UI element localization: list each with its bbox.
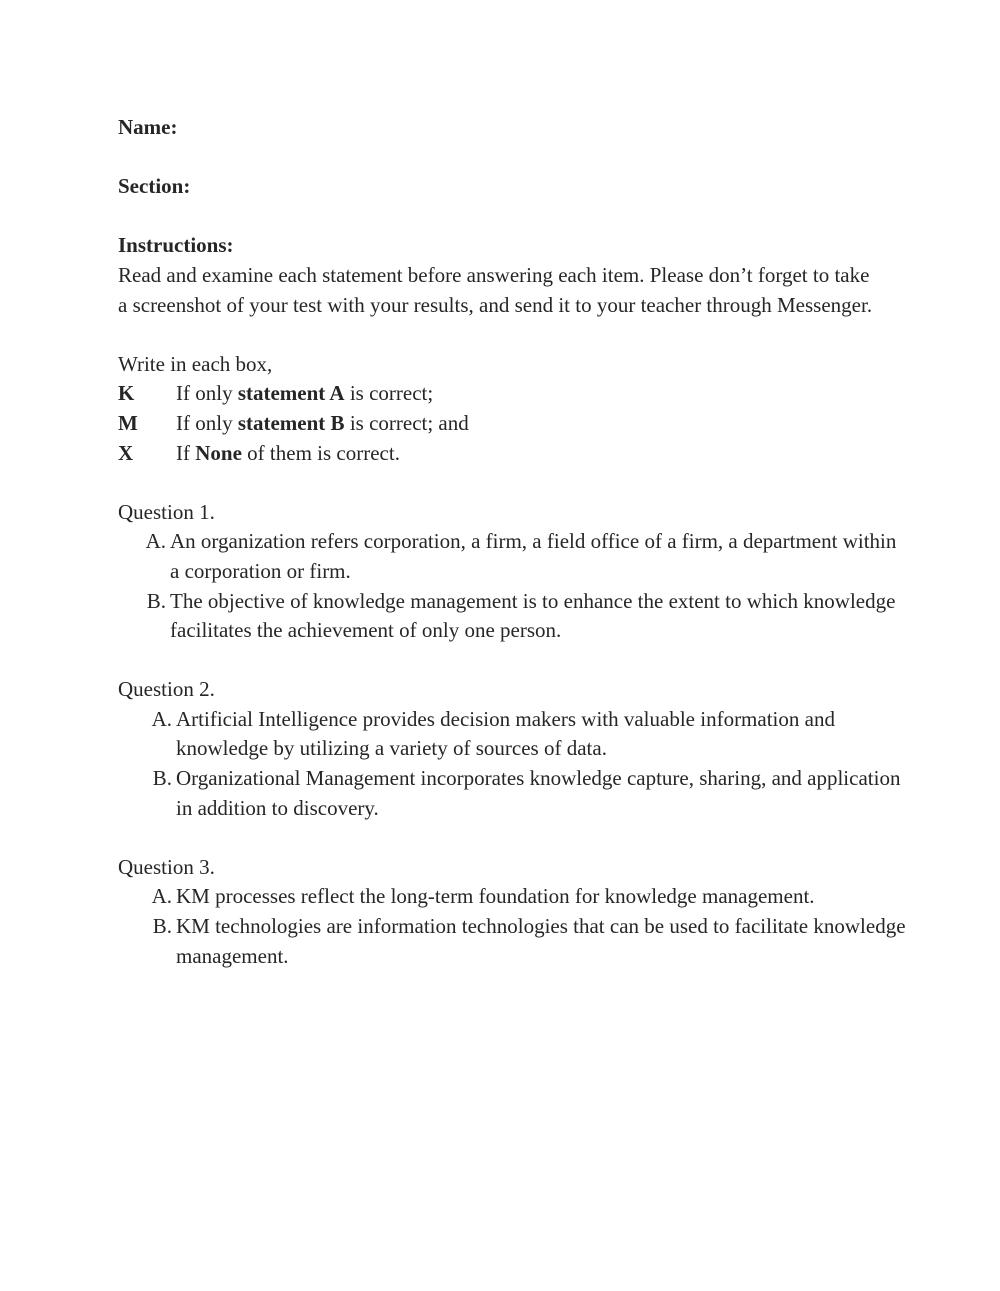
statement-a bbox=[118, 527, 908, 586]
key-description bbox=[176, 439, 908, 469]
question-3 bbox=[118, 853, 908, 971]
key-row-x bbox=[118, 439, 908, 469]
spacer bbox=[118, 202, 908, 232]
statement-letter: B. bbox=[152, 766, 172, 791]
key-bold: statement A bbox=[237, 381, 345, 406]
statement-list bbox=[118, 882, 908, 971]
answer-key-list bbox=[118, 379, 908, 468]
key-post: is correct; bbox=[344, 381, 434, 406]
statement-list bbox=[118, 527, 908, 645]
statement-text: An organization refers corporation, a firm, a field office of a firm, a department within a corporation or firm. bbox=[170, 529, 897, 583]
statement-text: Organizational Management incorporates knowledge capture, sharing, and application in addition to discovery. bbox=[176, 766, 901, 820]
key-row-k bbox=[118, 379, 908, 409]
key-post: of them is correct. bbox=[241, 440, 400, 465]
statement-a bbox=[118, 882, 908, 912]
key-pre: If only bbox=[176, 410, 238, 435]
key-description bbox=[176, 409, 908, 439]
statement-b bbox=[118, 587, 908, 646]
statement-letter: B. bbox=[152, 914, 172, 939]
instructions-text: Read and examine each statement before answering each item. Please don’t forget to take a screenshot of your test with your results, and send it to your teacher through Messenger. bbox=[118, 262, 873, 317]
statement-letter: A. bbox=[145, 529, 166, 554]
statement-list bbox=[118, 705, 908, 823]
question-title: Question 1. bbox=[118, 499, 215, 524]
question-2 bbox=[118, 675, 908, 823]
statement-b bbox=[118, 764, 908, 823]
key-letter: M bbox=[118, 410, 138, 435]
key-pre: If bbox=[176, 440, 196, 465]
key-bold: None bbox=[195, 440, 242, 465]
question-1 bbox=[118, 498, 908, 646]
key-intro: Write in each box, bbox=[118, 351, 273, 376]
statement-text: The objective of knowledge management is to enhance the extent to which knowledge facilitates the achievement of only one person. bbox=[170, 588, 896, 643]
statement-b bbox=[118, 912, 908, 971]
key-letter: K bbox=[118, 381, 135, 406]
key-pre: If only bbox=[176, 381, 238, 406]
spacer bbox=[118, 823, 908, 853]
statement-letter: A. bbox=[151, 706, 172, 731]
name-label: Name: bbox=[118, 115, 178, 139]
key-bold: statement B bbox=[237, 410, 345, 435]
statement-text: Artificial Intelligence provides decision makers with valuable information and knowledge by utilizing a variety of sources of data. bbox=[176, 706, 835, 761]
statement-text: KM processes reflect the long-term foundation for knowledge management. bbox=[176, 884, 815, 909]
key-post: is correct; and bbox=[344, 410, 469, 435]
worksheet-page bbox=[118, 113, 908, 971]
section-label: Section: bbox=[118, 174, 191, 199]
key-row-m bbox=[118, 409, 908, 439]
statement-a bbox=[118, 705, 908, 764]
key-description bbox=[176, 379, 908, 409]
question-title: Question 2. bbox=[118, 677, 215, 702]
statement-text: KM technologies are information technologies that can be used to facilitate knowledge management. bbox=[176, 914, 906, 968]
key-letter: X bbox=[118, 440, 134, 465]
spacer bbox=[118, 646, 908, 676]
spacer bbox=[118, 320, 908, 350]
statement-letter: B. bbox=[146, 588, 166, 613]
instructions-label: Instructions: bbox=[118, 233, 234, 258]
spacer bbox=[118, 143, 908, 173]
question-title: Question 3. bbox=[118, 854, 215, 879]
spacer bbox=[118, 468, 908, 498]
statement-letter: A. bbox=[151, 884, 172, 909]
